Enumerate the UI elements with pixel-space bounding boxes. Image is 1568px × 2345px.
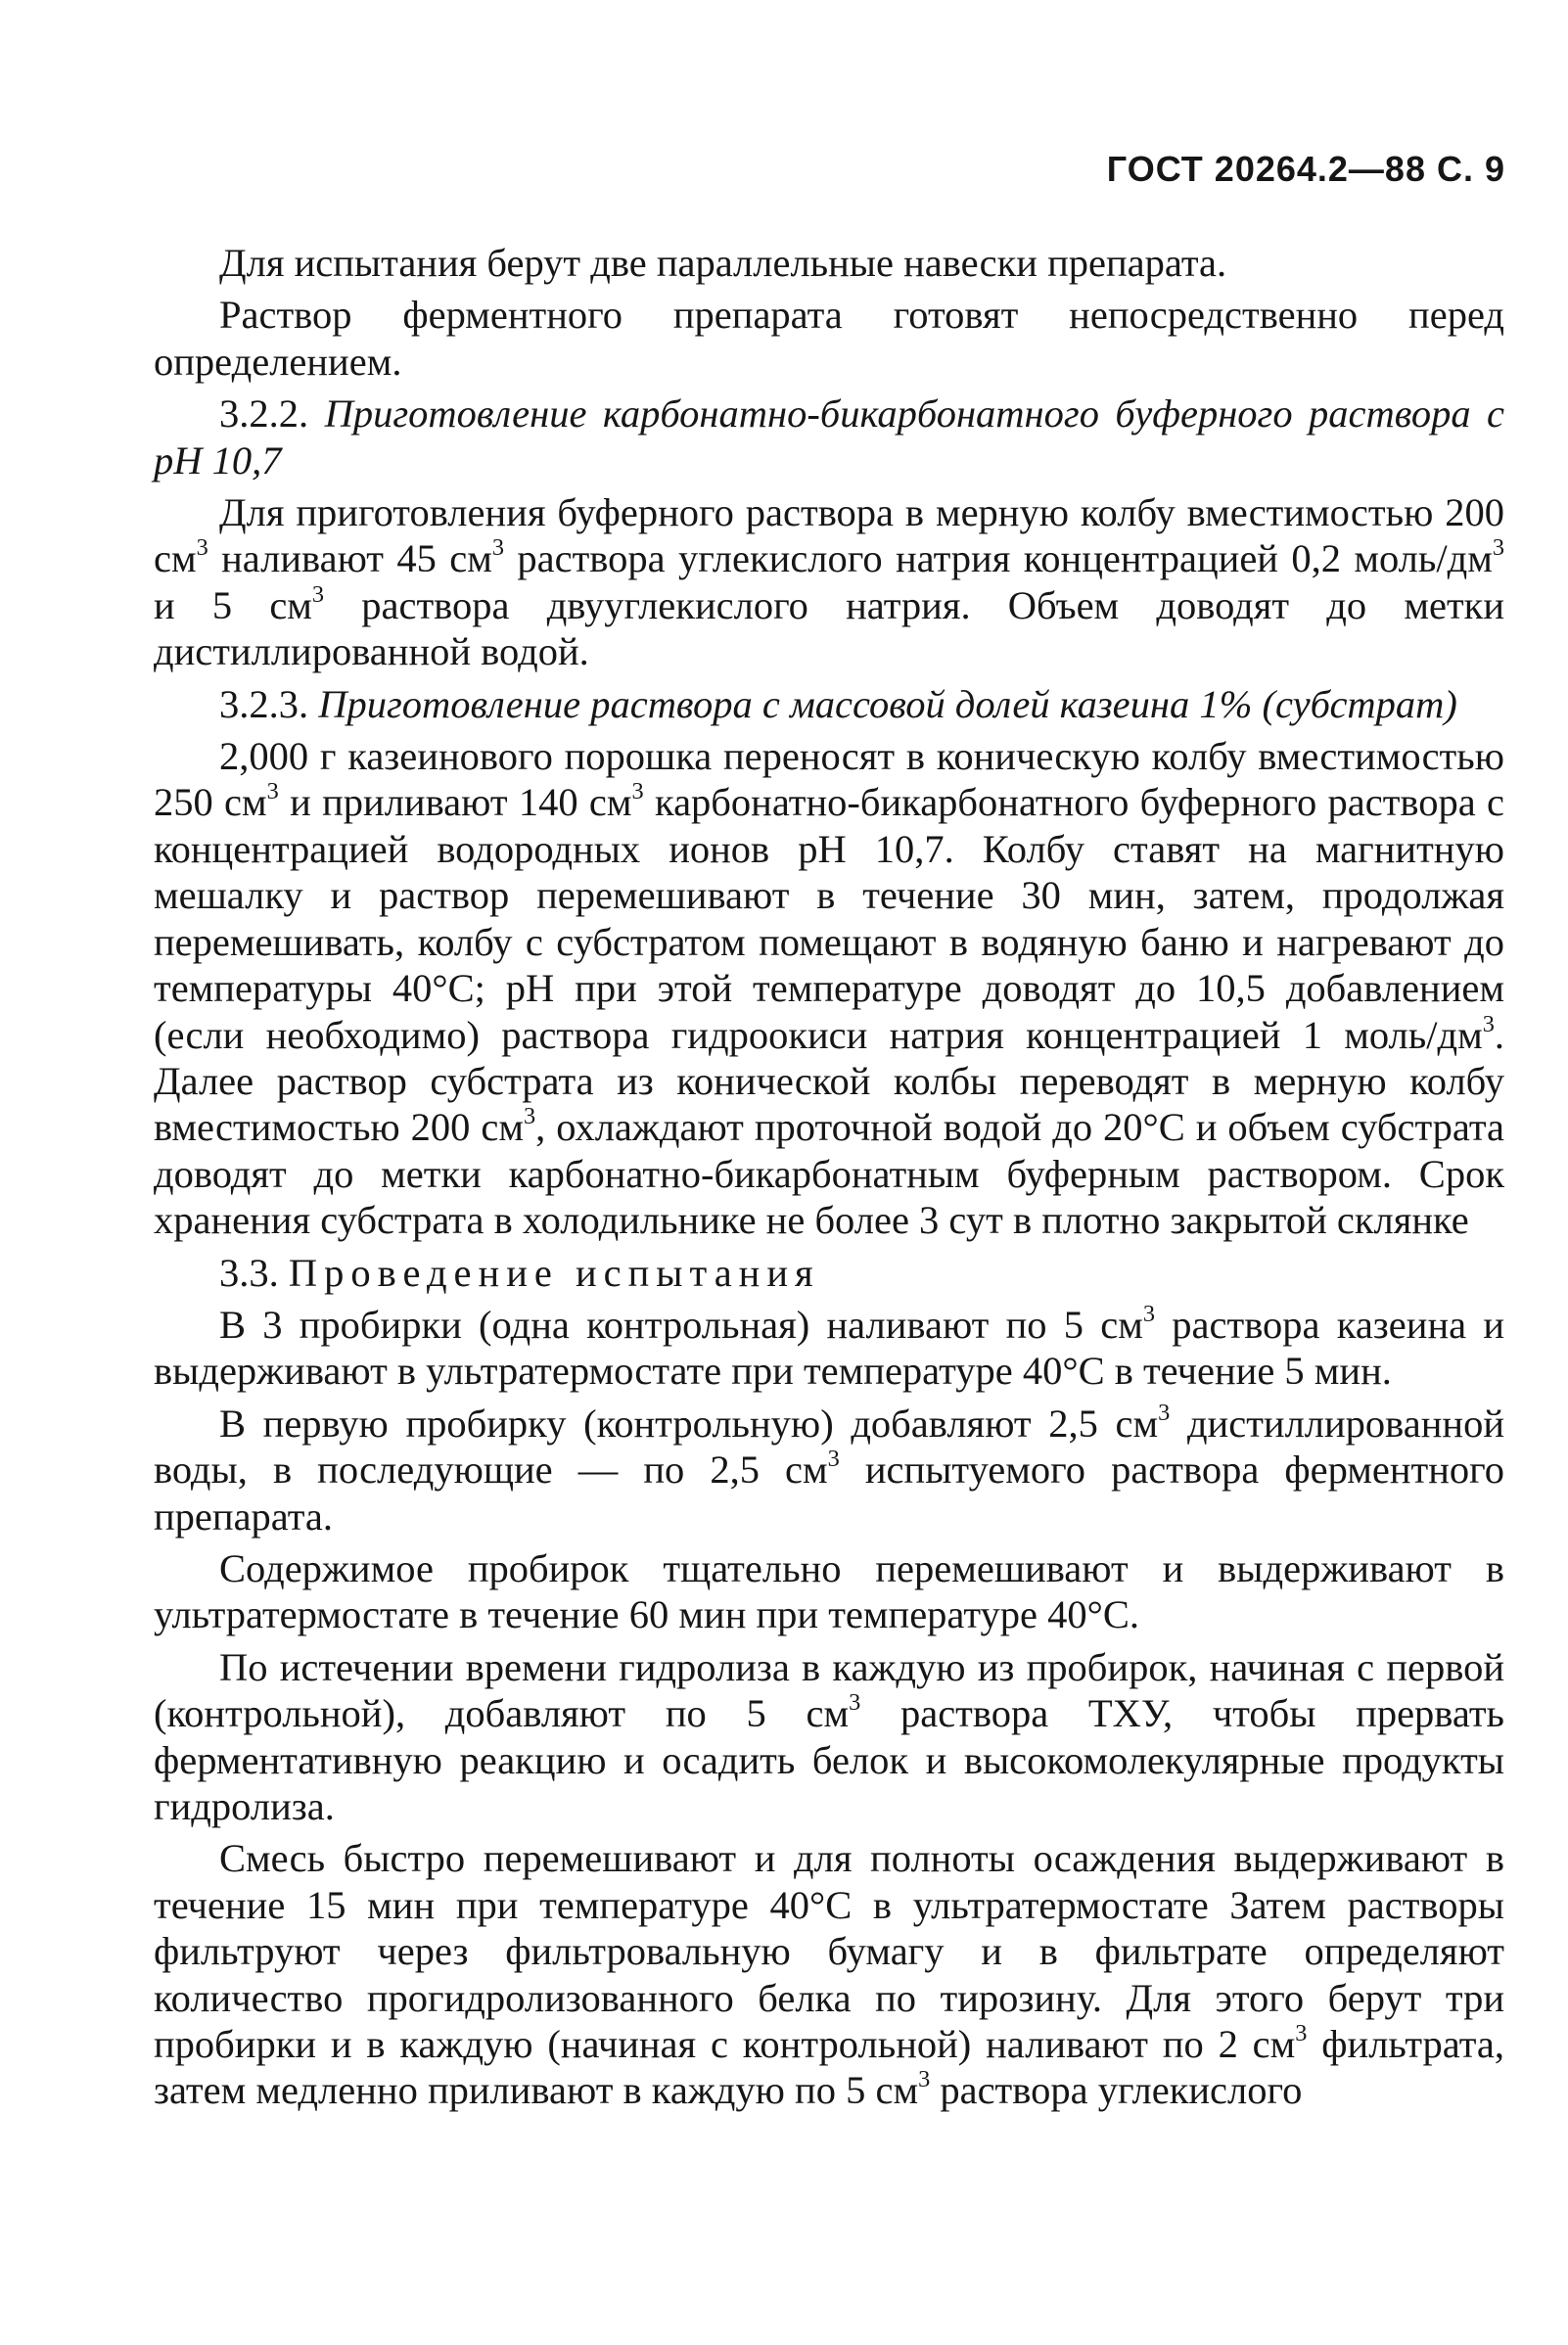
- section-3-2-2-heading: [154, 391, 1504, 483]
- section-number: 3.2.3.: [219, 681, 309, 726]
- section-title: Приготовление раствора с массовой долей казеина 1% (субстрат): [318, 681, 1457, 726]
- paragraph-filtration: Смесь быстро перемешивают и для полноты осаждения выдерживают в течение 15 мин при температуре 40°С в ультратермостате Затем растворы фильтруют через фильтровальную бумагу и в фильтрате определяют количество прогидролизованного белка по тирозину. Для этого берут три пробирки и в каждую (начиная с контрольной) наливают по 2 $см^3$ фильтрата, затем медленно приливают в каждую по 5 $см^3$ раствора углекислого: [154, 1836, 1504, 2113]
- section-title: Проведение испытания: [288, 1250, 820, 1295]
- document-body: [154, 240, 1504, 2120]
- page-header: ГОСТ 20264.2—88 С. 9: [1106, 149, 1505, 189]
- paragraph-mixing: Содержимое пробирок тщательно перемешивают и выдерживают в ультратермостате в течение 60 мин при температуре 40°С.: [154, 1545, 1504, 1637]
- paragraph-solution-prep: Раствор ферментного препарата готовят непосредственно перед определением.: [154, 293, 1504, 384]
- paragraph-samples: Для испытания берут две параллельные навески препарата.: [219, 241, 1227, 285]
- section-3-3-heading: [154, 1250, 1504, 1296]
- section-number: 3.2.2.: [219, 391, 309, 437]
- paragraph-first-tube: В первую пробирку (контрольную) добавляют 2,5 $см^3$ дистиллированной воды, в последующие — по 2,5 $см^3$ испытуемого раствора ферментного препарата.: [154, 1399, 1504, 1539]
- paragraph-substrate-prep: 2,000 г казеинового порошка переносят в коническую колбу вместимостью 250 $см^3$ и приливают 140 $см^3$ карбонатно-бикарбонатного буферного раствора с концентрацией водородных ионов pH 10,7. Колбу ставят на магнитную мешалку и раствор перемешивают в течение 30 мин, затем, продолжая перемешивать, колбу с субстратом помещают в водяную баню и нагревают до температуры 40°С; pH при этой температуре доводят до 10,5 добавлением (если необходимо) раствора гидроокиси натрия концентрацией 1 моль/$дм^3$. Далее раствор субстрата из конической колбы переводят в мерную колбу вместимостью 200 $см^3$, охлаждают проточной водой до 20°С и объем субстрата доводят до метки карбонатно-бикарбонатным буферным раствором. Срок хранения субстрата в холодильнике не более 3 сут в плотно закрытой склянке: [154, 734, 1505, 1243]
- section-title: Приготовление карбонатно-бикарбонатного буферного раствора с pH 10,7: [154, 391, 1505, 483]
- section-number: 3.3.: [219, 1250, 279, 1295]
- paragraph-test-tubes: В 3 пробирки (одна контрольная) наливают по 5 $см^3$ раствора казеина и выдерживают в ультратермостате при температуре 40°С в течение 5 мин.: [154, 1300, 1505, 1394]
- paragraph-buffer-prep: Для приготовления буферного раствора в мерную колбу вместимостью 200 $см^3$ наливают 45 $см^3$ раствора углекислого натрия концентрацией 0,2 моль/$дм^3$ и 5 $см^3$ раствора двууглекислого натрия. Объем доводят до метки дистиллированной водой.: [154, 490, 1505, 674]
- paragraph-hydrolysis: По истечении времени гидролиза в каждую из пробирок, начиная с первой (контрольной), добавляют по 5 $см^3$ раствора ТХУ, чтобы прервать ферментативную реакцию и осадить белок и высокомолекулярные продукты гидролиза.: [154, 1644, 1504, 1828]
- section-3-2-3-heading: [154, 681, 1504, 727]
